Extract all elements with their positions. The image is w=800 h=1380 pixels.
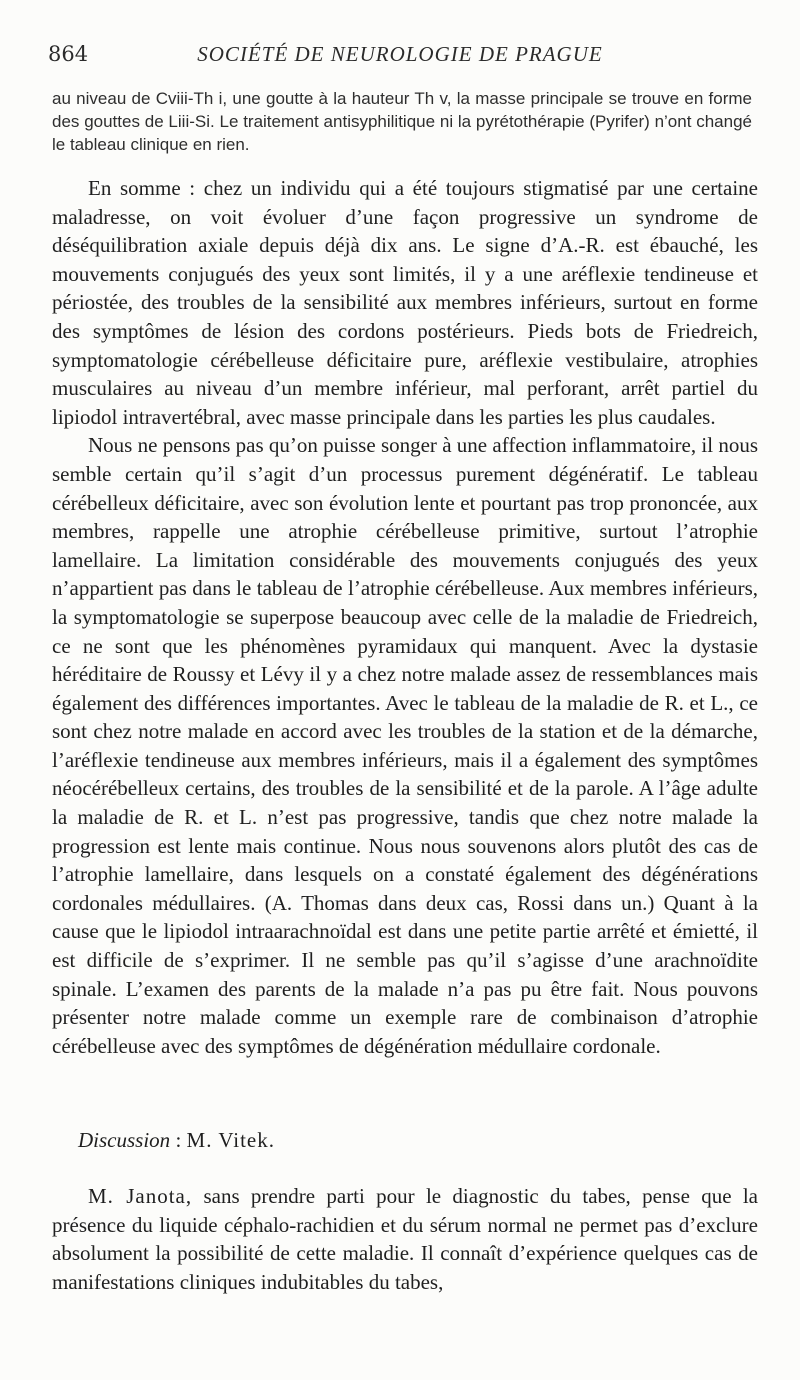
- discussion-separator: :: [170, 1128, 187, 1152]
- paragraph-analysis: Nous ne pensons pas qu’on puisse songer à une affection inflammatoire, il nous semble certain qu’il s’agit d’un processus purement dégénératif. Le tableau cérébelleux déficitaire, avec son évolution lente et pourtant pas trop prononcée, aux membres, rappelle une atrophie cérébelleuse primitive, surtout l’atrophie lamellaire. La limitation considérable des mouvements conjugués des yeux n’appartient pas dans le tableau de l’atrophie cérébelleuse. Aux membres inférieurs, la symptomatologie se superpose beaucoup avec celle de la maladie de Friedreich, ce ne sont que les phénomènes pyramidaux qui manquent. Avec la dystasie héréditaire de Roussy et Lévy il y a chez notre malade assez de ressemblances mais également des différences importantes. Avec le tableau de la maladie de R. et L., ce sont chez notre malade en accord avec les troubles de la station et de la démarche, l’aréflexie tendineuse aux membres inférieurs, mais il a également des symptômes néocérébelleux certains, des troubles de la sensibilité et de la parole. A l’âge adulte la maladie de R. et L. n’est pas progressive, tandis que chez notre malade la progression est lente mais continue. Nous nous souvenons alors plutôt des cas de l’atrophie lamellaire, dans lesquels on a constaté également des dégénérations cordonales médullaires. (A. Thomas dans deux cas, Rossi dans un.) Quant à la cause que le lipiodol intraarachnoïdal est dans une petite partie arrêté et émietté, il est difficile de s’exprimer. Il ne semble pas qu’il s’agisse d’une arachnoïdite spinale. L’examen des parents de la malade n’a pas pu être fait. Nous pouvons présenter notre malade comme un exemple rare de combinaison d’atrophie cérébelleuse avec des symptômes de dégénération médullaire cordonale.: [52, 433, 758, 1058]
- discussion-speaker: M. Vitek.: [186, 1128, 275, 1152]
- running-head: SOCIÉTÉ DE NEUROLOGIE DE PRAGUE: [197, 42, 603, 66]
- page-number: 864: [48, 42, 89, 66]
- janota-text: sans prendre parti pour le diagnostic du tabes, pense que la présence du liquide céphalo-rachidien et du sérum normal ne permet pas d’exclure absolument la possibilité de cette maladie. Il connaît d’expérience quelques cas de manifestations cliniques indubitables du tabes,: [52, 1184, 758, 1294]
- main-text: [52, 174, 758, 1060]
- janota-paragraph: [52, 1182, 758, 1296]
- janota-speaker: M. Janota,: [88, 1184, 193, 1208]
- discussion-line: [78, 1126, 275, 1154]
- discussion-label: Discussion: [78, 1128, 171, 1152]
- page-header: [48, 42, 752, 72]
- paragraph-summary: En somme : chez un individu qui a été toujours stigmatisé par une certaine maladresse, on voit évoluer d’une façon progressive un syndrome de déséquilibration axiale depuis déjà dix ans. Le signe d’A.-R. est ébauché, les mouvements conjugués des yeux sont limités, il y a une aréflexie tendineuse et périostée, des troubles de la sensibilité aux membres inférieurs, surtout en forme des symptômes de lésion des cordons postérieurs. Pieds bots de Friedreich, symptomatologie cérébelleuse déficitaire pure, aréflexie vestibulaire, atrophies musculaires au niveau d’un membre inférieur, mal perforant, arrêt partiel du lipiodol intravertébral, avec masse principale dans les parties les plus caudales.: [52, 176, 758, 429]
- case-note: au niveau de Cviii-Th i, une goutte à la hauteur Th v, la masse principale se trouve en forme des gouttes de Liii-Si. Le traitement antisyphilitique ni la pyrétothérapie (Pyrifer) n’ont changé le tableau clinique en rien.: [52, 89, 752, 154]
